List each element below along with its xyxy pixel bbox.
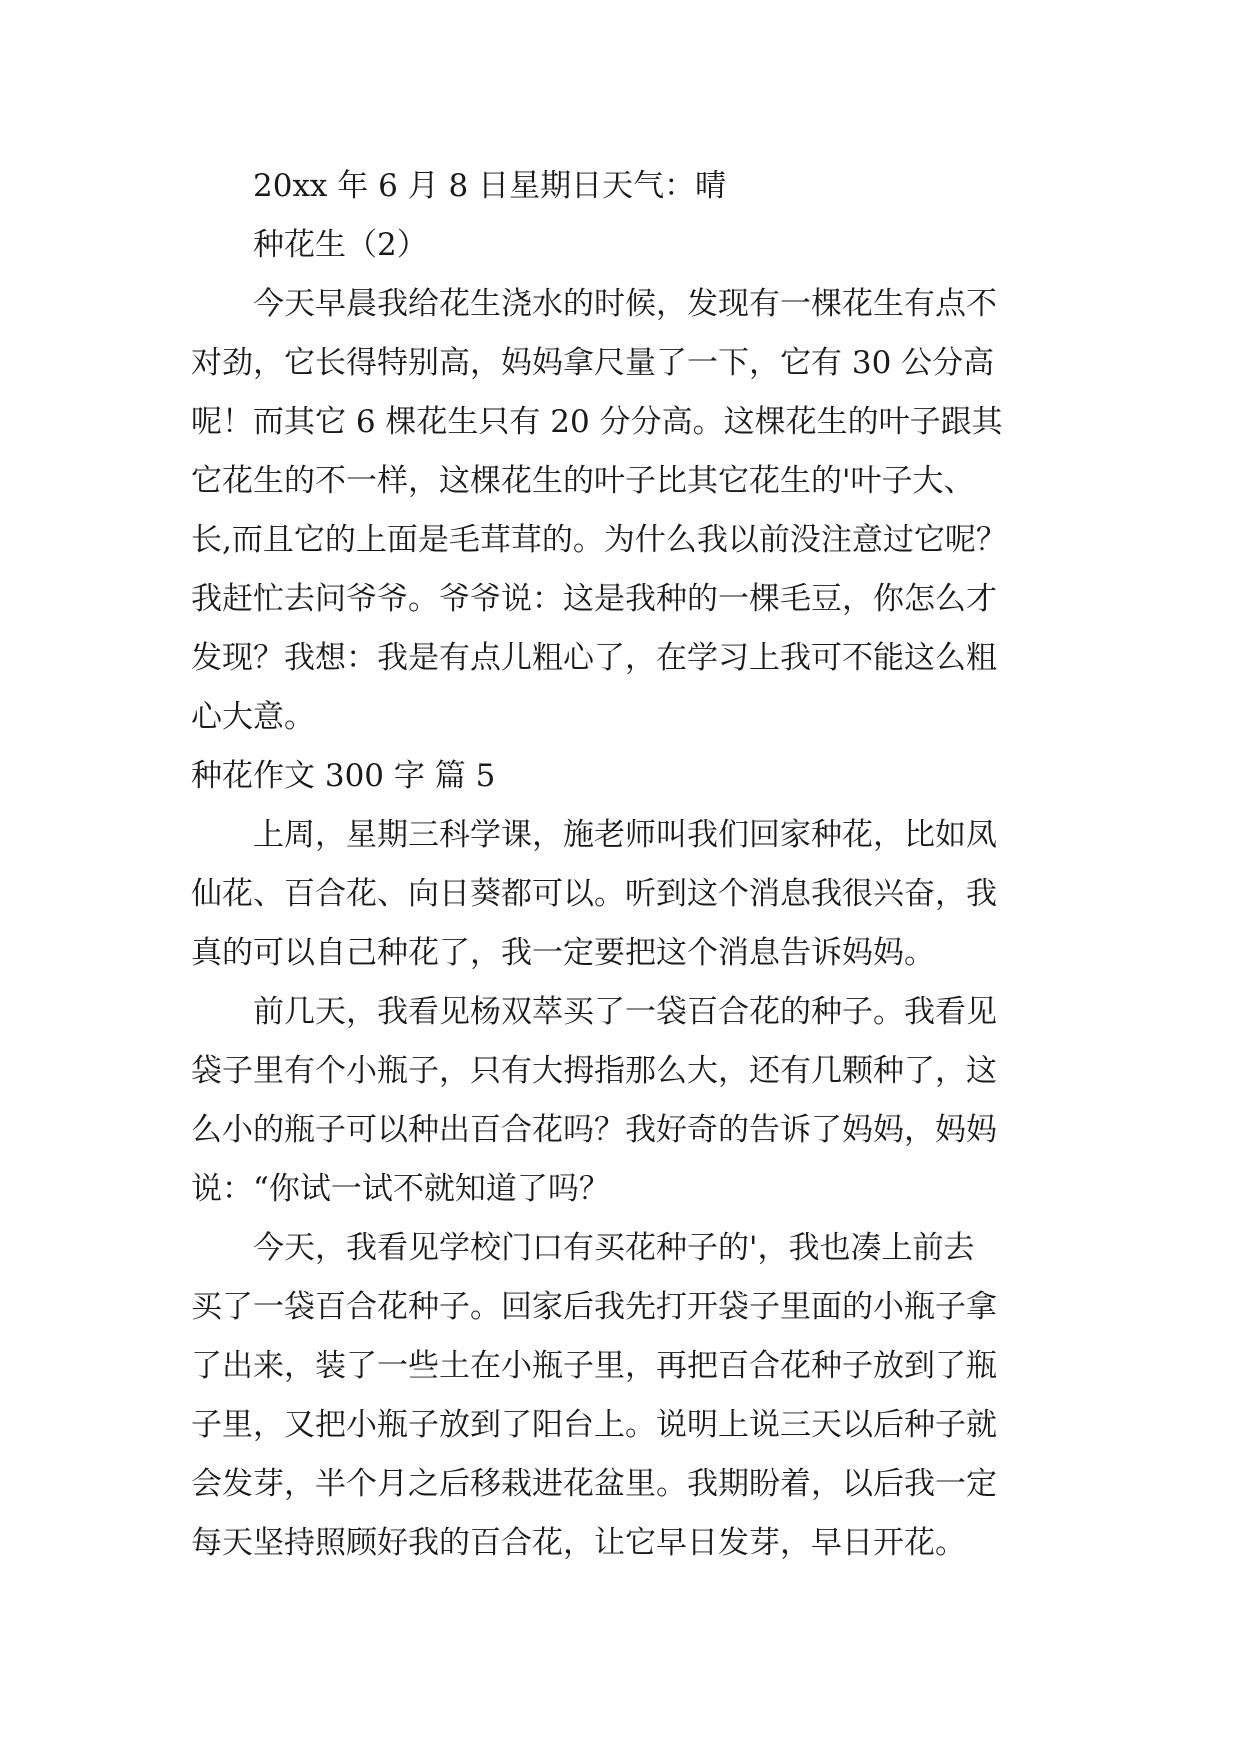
paragraph-line: 发现？我想：我是有点儿粗心了，在学习上我可不能这么粗	[191, 640, 997, 676]
paragraph-line: 么小的瓶子可以种出百合花吗？我好奇的告诉了妈妈，妈妈	[191, 1112, 997, 1148]
paragraph-line: 呢！而其它 6 棵花生只有 20 分分高。这棵花生的叶子跟其	[191, 404, 1003, 440]
section-heading: 种花作文 300 字 篇 5	[191, 758, 496, 794]
paragraph-line: 今天早晨我给花生浇水的时候，发现有一棵花生有点不	[253, 286, 997, 322]
paragraph-line: 它花生的不一样，这棵花生的叶子比其它花生的'叶子大、	[191, 463, 975, 499]
paragraph-line: 仙花、百合花、向日葵都可以。听到这个消息我很兴奋，我	[191, 876, 997, 912]
paragraph-line: 长,而且它的上面是毛茸茸的。为什么我以前没注意过它呢？	[191, 522, 1007, 558]
paragraph-line: 了出来，装了一些土在小瓶子里，再把百合花种子放到了瓶	[191, 1348, 997, 1384]
paragraph-line: 今天，我看见学校门口有买花种子的'，我也凑上前去	[253, 1230, 975, 1266]
paragraph-line: 前几天，我看见杨双萃买了一袋百合花的种子。我看见	[253, 994, 997, 1030]
paragraph-line: 子里，又把小瓶子放到了阳台上。说明上说三天以后种子就	[191, 1407, 997, 1443]
paragraph-line: 真的可以自己种花了，我一定要把这个消息告诉妈妈。	[191, 935, 935, 971]
paragraph-line: 买了一袋百合花种子。回家后我先打开袋子里面的小瓶子拿	[191, 1289, 997, 1325]
diary-date-line: 20xx 年 6 月 8 日星期日天气：晴	[253, 168, 727, 204]
paragraph-line: 我赶忙去问爷爷。爷爷说：这是我种的一棵毛豆，你怎么才	[191, 581, 997, 617]
section-subtitle: 种花生（2）	[253, 227, 428, 263]
paragraph-line: 每天坚持照顾好我的百合花，让它早日发芽，早日开花。	[191, 1525, 966, 1561]
paragraph-line: 袋子里有个小瓶子，只有大拇指那么大，还有几颗种了，这	[191, 1053, 997, 1089]
paragraph-line: 上周，星期三科学课，施老师叫我们回家种花，比如凤	[253, 817, 997, 853]
paragraph-line: 说：“你试一试不就知道了吗？	[191, 1171, 610, 1207]
paragraph-line: 心大意。	[191, 699, 315, 735]
paragraph-line: 对劲，它长得特别高，妈妈拿尺量了一下，它有 30 公分高	[191, 345, 995, 381]
paragraph-line: 会发芽，半个月之后移栽进花盆里。我期盼着，以后我一定	[191, 1466, 997, 1502]
